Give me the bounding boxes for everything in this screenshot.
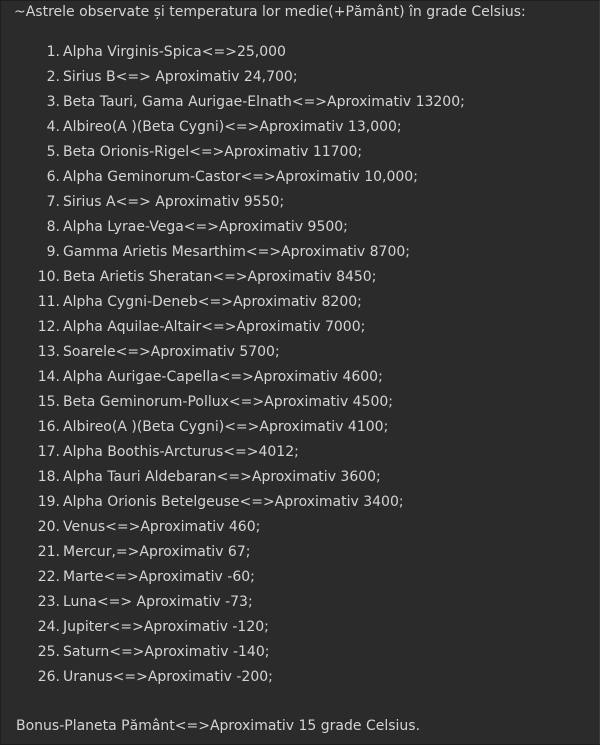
list-item-number: 23. bbox=[37, 594, 60, 610]
list-item-text: Beta Arietis Sheratan<=>Aproximativ 8450; bbox=[63, 269, 377, 285]
list-item-text: Beta Orionis-Rigel<=>Aproximativ 11700; bbox=[63, 144, 363, 160]
list-item-number: 3. bbox=[46, 94, 60, 110]
list-item-text: Uranus<=>Aproximativ -200; bbox=[63, 669, 273, 685]
list-item-text: Alpha Aurigae-Capella<=>Aproximativ 4600; bbox=[63, 369, 383, 385]
list-item-text: Beta Tauri, Gama Aurigae-Elnath<=>Aproximativ 13200; bbox=[63, 94, 465, 110]
list-item-text: Alpha Cygni-Deneb<=>Aproximativ 8200; bbox=[63, 294, 362, 310]
list-item bbox=[0, 140, 465, 165]
list-item-number: 21. bbox=[37, 544, 60, 560]
list-item-text: Alpha Boothis-Arcturus<=>4012; bbox=[63, 444, 299, 460]
stars-list bbox=[0, 40, 465, 690]
list-item-number: 12. bbox=[37, 319, 60, 335]
list-item bbox=[0, 665, 465, 690]
list-item-number: 11. bbox=[37, 294, 60, 310]
list-item bbox=[0, 590, 465, 615]
list-item-text: Gamma Arietis Mesarthim<=>Aproximativ 8700; bbox=[63, 244, 410, 260]
list-item-number: 16. bbox=[37, 419, 60, 435]
list-item-number: 20. bbox=[37, 519, 60, 535]
list-item-number: 13. bbox=[37, 344, 60, 360]
list-item-number: 15. bbox=[37, 394, 60, 410]
list-item-number: 19. bbox=[37, 494, 60, 510]
list-item-text: Alpha Geminorum-Castor<=>Aproximativ 10,000; bbox=[63, 169, 418, 185]
list-item bbox=[0, 40, 465, 65]
list-item-number: 8. bbox=[46, 219, 60, 235]
list-item-number: 9. bbox=[46, 244, 60, 260]
list-item-text: Alpha Aquilae-Altair<=>Aproximativ 7000; bbox=[63, 319, 366, 335]
list-item-text: Soarele<=>Aproximativ 5700; bbox=[63, 344, 280, 360]
list-item bbox=[0, 440, 465, 465]
list-item bbox=[0, 615, 465, 640]
list-item-number: 22. bbox=[37, 569, 60, 585]
list-item bbox=[0, 90, 465, 115]
list-item-text: Jupiter<=>Aproximativ -120; bbox=[63, 619, 269, 635]
list-item-number: 24. bbox=[37, 619, 60, 635]
list-item-text: Albireo(A )(Beta Cygni)<=>Aproximativ 4100; bbox=[63, 419, 389, 435]
list-item bbox=[0, 315, 465, 340]
list-item bbox=[0, 65, 465, 90]
list-item bbox=[0, 190, 465, 215]
list-item bbox=[0, 365, 465, 390]
list-item-text: Beta Geminorum-Pollux<=>Aproximativ 4500; bbox=[63, 394, 394, 410]
list-item-number: 4. bbox=[46, 119, 60, 135]
list-item-text: Alpha Tauri Aldebaran<=>Aproximativ 3600; bbox=[63, 469, 381, 485]
list-item bbox=[0, 640, 465, 665]
list-item bbox=[0, 215, 465, 240]
list-item-text: Luna<=> Aproximativ -73; bbox=[63, 594, 253, 610]
list-item bbox=[0, 465, 465, 490]
list-item-text: Alpha Lyrae-Vega<=>Aproximativ 9500; bbox=[63, 219, 348, 235]
list-item bbox=[0, 290, 465, 315]
list-item-number: 2. bbox=[46, 69, 60, 85]
list-item-number: 7. bbox=[46, 194, 60, 210]
list-item-text: Alpha Virginis-Spica<=>25,000 bbox=[63, 44, 286, 60]
list-item bbox=[0, 115, 465, 140]
list-item-text: Alpha Orionis Betelgeuse<=>Aproximativ 3400; bbox=[63, 494, 404, 510]
list-item bbox=[0, 515, 465, 540]
list-item bbox=[0, 240, 465, 265]
list-item bbox=[0, 165, 465, 190]
list-item bbox=[0, 265, 465, 290]
list-item-text: Sirius A<=> Aproximativ 9550; bbox=[63, 194, 285, 210]
list-item-text: Albireo(A )(Beta Cygni)<=>Aproximativ 13,000; bbox=[63, 119, 402, 135]
list-item-number: 25. bbox=[37, 644, 60, 660]
list-item bbox=[0, 415, 465, 440]
list-item-number: 18. bbox=[37, 469, 60, 485]
list-item-number: 17. bbox=[37, 444, 60, 460]
list-item-number: 26. bbox=[37, 669, 60, 685]
list-item-text: Mercur,=>Aproximativ 67; bbox=[63, 544, 251, 560]
list-item bbox=[0, 490, 465, 515]
list-item bbox=[0, 565, 465, 590]
list-item-number: 10. bbox=[37, 269, 60, 285]
list-item-text: Marte<=>Aproximativ -60; bbox=[63, 569, 255, 585]
list-item bbox=[0, 390, 465, 415]
list-item-text: Saturn<=>Aproximativ -140; bbox=[63, 644, 270, 660]
list-item bbox=[0, 540, 465, 565]
list-item-number: 1. bbox=[46, 44, 60, 60]
list-item-number: 6. bbox=[46, 169, 60, 185]
list-item-text: Venus<=>Aproximativ 460; bbox=[63, 519, 261, 535]
list-item-number: 5. bbox=[46, 144, 60, 160]
list-item-number: 14. bbox=[37, 369, 60, 385]
heading-text: ~Astrele observate și temperatura lor medie(+Pământ) în grade Celsius: bbox=[14, 4, 526, 20]
list-item bbox=[0, 340, 465, 365]
list-item-text: Sirius B<=> Aproximativ 24,700; bbox=[63, 69, 298, 85]
bonus-text: Bonus-Planeta Pământ<=>Aproximativ 15 grade Celsius. bbox=[16, 718, 421, 734]
